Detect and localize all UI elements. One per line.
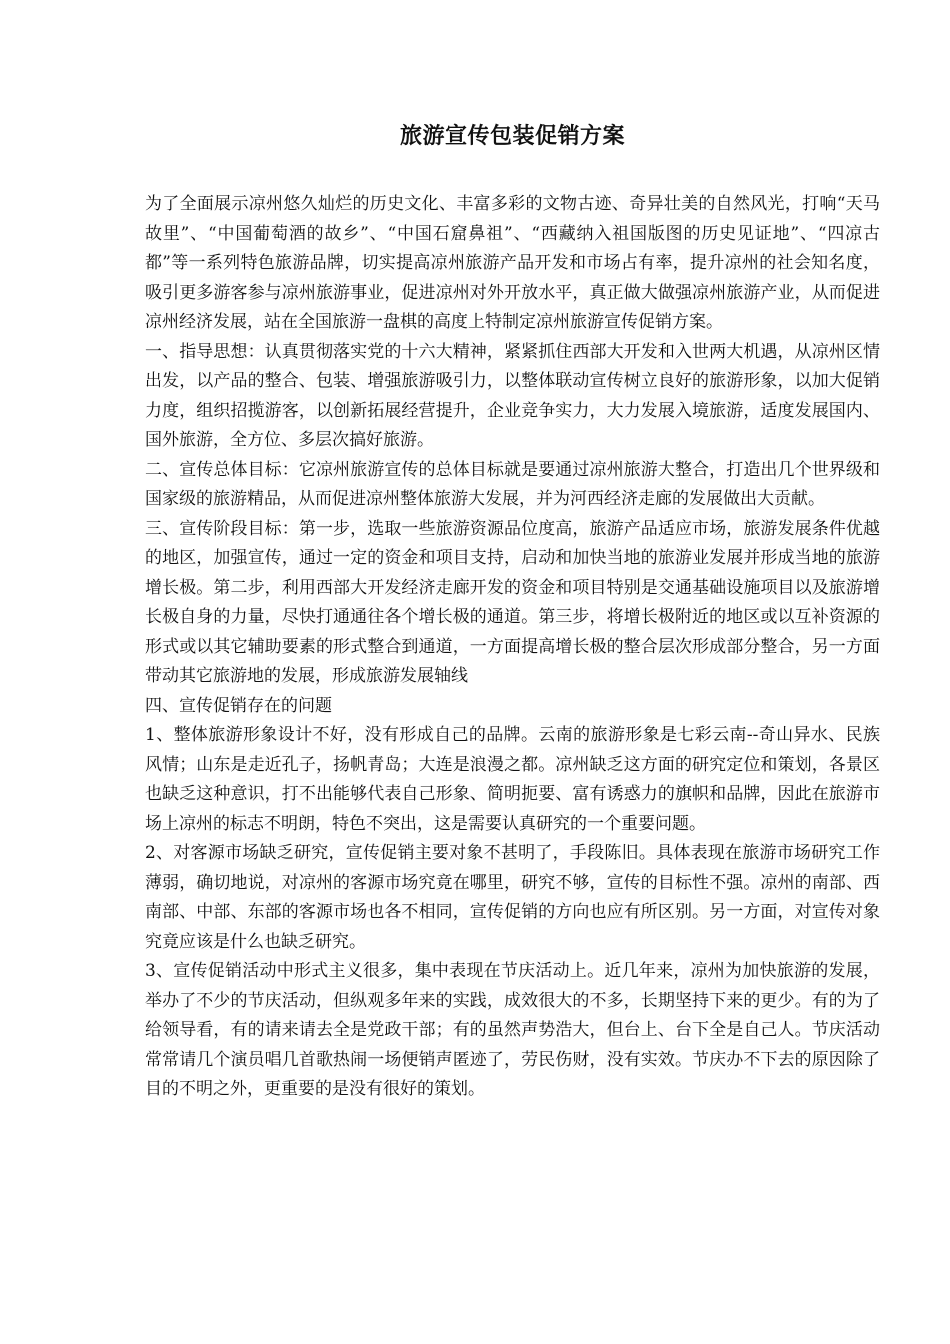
paragraph-problem-2: 2、对客源市场缺乏研究，宣传促销主要对象不甚明了，手段陈旧。具体表现在旅游市场研究工作薄弱，确切地说，对凉州的客源市场究竟在哪里，研究不够，宣传的目标性不强。凉州的南部、西南部、中部、东部的客源市场也各不相同，宣传促销的方向也应有所区别。另一方面，对宣传对象究竟应该是什么也缺乏研究。 <box>145 843 880 952</box>
paragraph-intro: 为了全面展示凉州悠久灿烂的历史文化、丰富多彩的文物古迹、奇异壮美的自然风光，打响“天马故里”、“中国葡萄酒的故乡”、“中国石窟鼻祖”、“西藏纳入祖国版图的历史见证地”、“四凉古都”等一系列特色旅游品牌，切实提高凉州旅游产品开发和市场占有率，提升凉州的社会知名度，吸引更多游客参与凉州旅游事业，促进凉州对外开放水平，真正做大做强凉州旅游产业，从而促进凉州经济发展，站在全国旅游一盘棋的高度上特制定凉州旅游宣传促销方案。 <box>145 194 880 332</box>
paragraph-stage-goals: 三、宣传阶段目标：第一步，选取一些旅游资源品位度高，旅游产品适应市场，旅游发展条件优越的地区，加强宣传，通过一定的资金和项目支持，启动和加快当地的旅游业发展并形成当地的旅游增长极。第二步，利用西部大开发经济走廊开发的资金和项目特别是交通基础设施项目以及旅游增长极自身的力量，尽快打通通往各个增长极的通道。第三步，将增长极附近的地区或以互补资源的形式或以其它辅助要素的形式整合到通道，一方面提高增长极的整合层次形成部分整合，另一方面带动其它旅游地的发展，形成旅游发展轴线 <box>145 518 880 686</box>
paragraph-overall-goal: 二、宣传总体目标：它凉州旅游宣传的总体目标就是要通过凉州旅游大整合，打造出几个世界级和国家级的旅游精品，从而促进凉州整体旅游大发展，并为河西经济走廊的发展做出大贡献。 <box>145 459 880 509</box>
paragraph-problem-1: 1、整体旅游形象设计不好，没有形成自己的品牌。云南的旅游形象是七彩云南--奇山异水、民族风情；山东是走近孔子，扬帆青岛；大连是浪漫之都。凉州缺乏这方面的研究定位和策划，各景区也缺乏这种意识，打不出能够代表自己形象、简明扼要、富有诱惑力的旗帜和品牌，因此在旅游市场上凉州的标志不明朗，特色不突出，这是需要认真研究的一个重要问题。 <box>145 725 880 834</box>
document-title: 旅游宣传包装促销方案 <box>399 123 625 149</box>
paragraph-guiding-ideology: 一、指导思想：认真贯彻落实党的十六大精神，紧紧抓住西部大开发和入世两大机遇，从凉州区情出发，以产品的整合、包装、增强旅游吸引力，以整体联动宣传树立良好的旅游形象，以加大促销力度，组织招揽游客，以创新拓展经营提升，企业竞争实力，大力发展入境旅游，适度发展国内、国外旅游，全方位、多层次搞好旅游。 <box>145 341 880 450</box>
section-heading-problems: 四、宣传促销存在的问题 <box>145 695 332 716</box>
paragraph-problem-3: 3、宣传促销活动中形式主义很多，集中表现在节庆活动上。近几年来，凉州为加快旅游的发展，举办了不少的节庆活动，但纵观多年来的实践，成效很大的不多，长期坚持下来的更少。有的为了给领导看，有的请来请去全是党政干部；有的虽然声势浩大，但台上、台下全是自己人。节庆活动常常请几个演员唱几首歌热闹一场便销声匿迹了，劳民伤财，没有实效。节庆办不下去的原因除了目的不明之外，更重要的是没有很好的策划。 <box>145 961 880 1099</box>
document-body <box>145 190 880 1105</box>
